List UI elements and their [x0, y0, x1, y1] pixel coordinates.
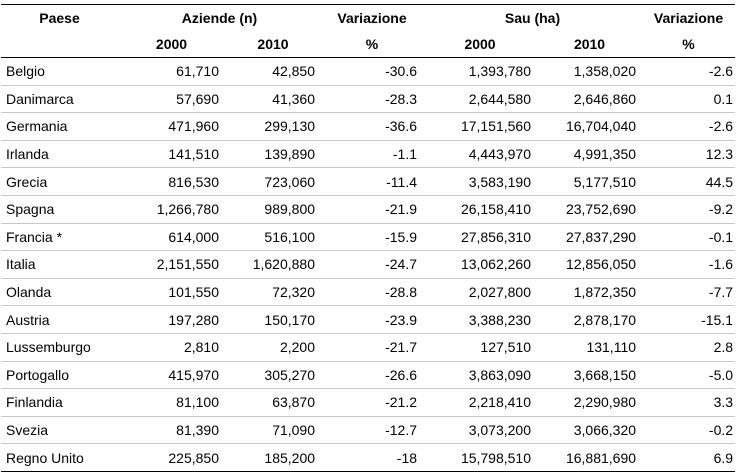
cell-sau-2010: 2,646,860: [537, 85, 642, 113]
cell-aziende-2010: 2,200: [225, 333, 321, 361]
header-aziende: Aziende (n): [118, 5, 321, 32]
table-row: [1, 361, 735, 389]
cell-aziende-2010: 41,360: [225, 85, 321, 113]
cell-paese: Germania: [1, 113, 118, 141]
cell-variazione-aziende: -18: [321, 444, 423, 472]
header-sau: Sau (ha): [423, 5, 642, 32]
cell-sau-2010: 16,881,690: [537, 444, 642, 472]
table-row: [1, 113, 735, 141]
header-paese: Paese: [1, 5, 118, 32]
cell-variazione-sau: -2.6: [642, 113, 735, 141]
cell-aziende-2000: 1,266,780: [118, 195, 225, 223]
table-row: [1, 195, 735, 223]
cell-sau-2000: 2,644,580: [423, 85, 537, 113]
cell-aziende-2000: 101,550: [118, 278, 225, 306]
cell-aziende-2000: 81,100: [118, 389, 225, 417]
cell-variazione-aziende: -26.6: [321, 361, 423, 389]
table-row: [1, 223, 735, 251]
table-row: [1, 140, 735, 168]
cell-paese: Svezia: [1, 416, 118, 444]
cell-sau-2000: 15,798,510: [423, 444, 537, 472]
cell-sau-2000: 2,027,800: [423, 278, 537, 306]
cell-paese: Spagna: [1, 195, 118, 223]
cell-sau-2010: 4,991,350: [537, 140, 642, 168]
cell-paese: Grecia: [1, 168, 118, 196]
table-row: [1, 416, 735, 444]
cell-variazione-sau: -9.2: [642, 195, 735, 223]
cell-aziende-2000: 471,960: [118, 113, 225, 141]
cell-variazione-aziende: -28.3: [321, 85, 423, 113]
cell-sau-2010: 12,856,050: [537, 251, 642, 279]
cell-sau-2010: 1,358,020: [537, 58, 642, 86]
cell-sau-2000: 3,583,190: [423, 168, 537, 196]
header-aziende-2010: 2010: [225, 31, 321, 58]
cell-aziende-2010: 42,850: [225, 58, 321, 86]
cell-sau-2000: 4,443,970: [423, 140, 537, 168]
cell-variazione-aziende: -36.6: [321, 113, 423, 141]
cell-aziende-2000: 2,151,550: [118, 251, 225, 279]
cell-sau-2000: 27,856,310: [423, 223, 537, 251]
table-row: [1, 85, 735, 113]
cell-sau-2010: 3,066,320: [537, 416, 642, 444]
cell-aziende-2000: 81,390: [118, 416, 225, 444]
cell-variazione-sau: -15.1: [642, 306, 735, 334]
cell-paese: Austria: [1, 306, 118, 334]
cell-variazione-aziende: -12.7: [321, 416, 423, 444]
cell-variazione-aziende: -11.4: [321, 168, 423, 196]
cell-variazione-sau: -7.7: [642, 278, 735, 306]
cell-variazione-sau: 12.3: [642, 140, 735, 168]
cell-sau-2010: 5,177,510: [537, 168, 642, 196]
cell-variazione-sau: 3.3: [642, 389, 735, 417]
cell-aziende-2000: 141,510: [118, 140, 225, 168]
cell-aziende-2010: 150,170: [225, 306, 321, 334]
header-variazione-aziende: Variazione: [321, 5, 423, 32]
table-row: [1, 168, 735, 196]
cell-aziende-2000: 614,000: [118, 223, 225, 251]
cell-sau-2010: 131,110: [537, 333, 642, 361]
cell-variazione-aziende: -24.7: [321, 251, 423, 279]
table-row: [1, 58, 735, 86]
cell-sau-2010: 2,878,170: [537, 306, 642, 334]
cell-aziende-2010: 723,060: [225, 168, 321, 196]
cell-sau-2000: 1,393,780: [423, 58, 537, 86]
cell-paese: Italia: [1, 251, 118, 279]
table-body: [1, 58, 735, 472]
cell-sau-2000: 26,158,410: [423, 195, 537, 223]
cell-paese: Portogallo: [1, 361, 118, 389]
cell-variazione-aziende: -21.7: [321, 333, 423, 361]
cell-variazione-sau: 0.1: [642, 85, 735, 113]
cell-aziende-2010: 1,620,880: [225, 251, 321, 279]
cell-paese: Francia *: [1, 223, 118, 251]
cell-aziende-2000: 2,810: [118, 333, 225, 361]
cell-sau-2010: 1,872,350: [537, 278, 642, 306]
cell-sau-2000: 2,218,410: [423, 389, 537, 417]
cell-sau-2010: 27,837,290: [537, 223, 642, 251]
agricultural-data-table: [1, 4, 735, 472]
cell-variazione-sau: -5.0: [642, 361, 735, 389]
cell-variazione-sau: -0.1: [642, 223, 735, 251]
cell-sau-2000: 3,073,200: [423, 416, 537, 444]
cell-variazione-sau: 6.9: [642, 444, 735, 472]
cell-sau-2010: 16,704,040: [537, 113, 642, 141]
cell-aziende-2000: 197,280: [118, 306, 225, 334]
header-sau-2010: 2010: [537, 31, 642, 58]
cell-variazione-aziende: -21.2: [321, 389, 423, 417]
cell-aziende-2000: 415,970: [118, 361, 225, 389]
header-aziende-2000: 2000: [118, 31, 225, 58]
cell-paese: Lussemburgo: [1, 333, 118, 361]
header-variazione-sau: Variazione: [642, 5, 735, 32]
cell-variazione-sau: -1.6: [642, 251, 735, 279]
cell-aziende-2010: 71,090: [225, 416, 321, 444]
cell-sau-2000: 13,062,260: [423, 251, 537, 279]
cell-aziende-2010: 305,270: [225, 361, 321, 389]
cell-aziende-2010: 299,130: [225, 113, 321, 141]
cell-aziende-2010: 63,870: [225, 389, 321, 417]
cell-aziende-2010: 139,890: [225, 140, 321, 168]
cell-aziende-2010: 516,100: [225, 223, 321, 251]
cell-paese: Finlandia: [1, 389, 118, 417]
cell-paese: Irlanda: [1, 140, 118, 168]
cell-sau-2000: 17,151,560: [423, 113, 537, 141]
cell-variazione-aziende: -23.9: [321, 306, 423, 334]
cell-variazione-aziende: -21.9: [321, 195, 423, 223]
table-row: [1, 389, 735, 417]
cell-sau-2000: 127,510: [423, 333, 537, 361]
cell-sau-2000: 3,388,230: [423, 306, 537, 334]
header-row-main: [1, 5, 735, 32]
header-pct-sau: %: [642, 31, 735, 58]
header-sau-2000: 2000: [423, 31, 537, 58]
cell-variazione-aziende: -28.8: [321, 278, 423, 306]
cell-variazione-sau: -2.6: [642, 58, 735, 86]
cell-sau-2000: 3,863,090: [423, 361, 537, 389]
cell-aziende-2010: 185,200: [225, 444, 321, 472]
header-pct-aziende: %: [321, 31, 423, 58]
cell-variazione-sau: 44.5: [642, 168, 735, 196]
cell-aziende-2000: 57,690: [118, 85, 225, 113]
cell-paese: Danimarca: [1, 85, 118, 113]
cell-sau-2010: 23,752,690: [537, 195, 642, 223]
table-row: [1, 444, 735, 472]
cell-aziende-2000: 61,710: [118, 58, 225, 86]
table-row: [1, 333, 735, 361]
cell-aziende-2010: 989,800: [225, 195, 321, 223]
table-row: [1, 251, 735, 279]
cell-variazione-aziende: -30.6: [321, 58, 423, 86]
cell-aziende-2010: 72,320: [225, 278, 321, 306]
cell-variazione-aziende: -15.9: [321, 223, 423, 251]
cell-paese: Regno Unito: [1, 444, 118, 472]
cell-variazione-aziende: -1.1: [321, 140, 423, 168]
table-row: [1, 306, 735, 334]
cell-aziende-2000: 225,850: [118, 444, 225, 472]
header-row-sub: [1, 31, 735, 58]
header-blank: [1, 31, 118, 58]
cell-aziende-2000: 816,530: [118, 168, 225, 196]
table-row: [1, 278, 735, 306]
cell-variazione-sau: 2.8: [642, 333, 735, 361]
cell-sau-2010: 2,290,980: [537, 389, 642, 417]
cell-variazione-sau: -0.2: [642, 416, 735, 444]
cell-paese: Belgio: [1, 58, 118, 86]
cell-sau-2010: 3,668,150: [537, 361, 642, 389]
cell-paese: Olanda: [1, 278, 118, 306]
